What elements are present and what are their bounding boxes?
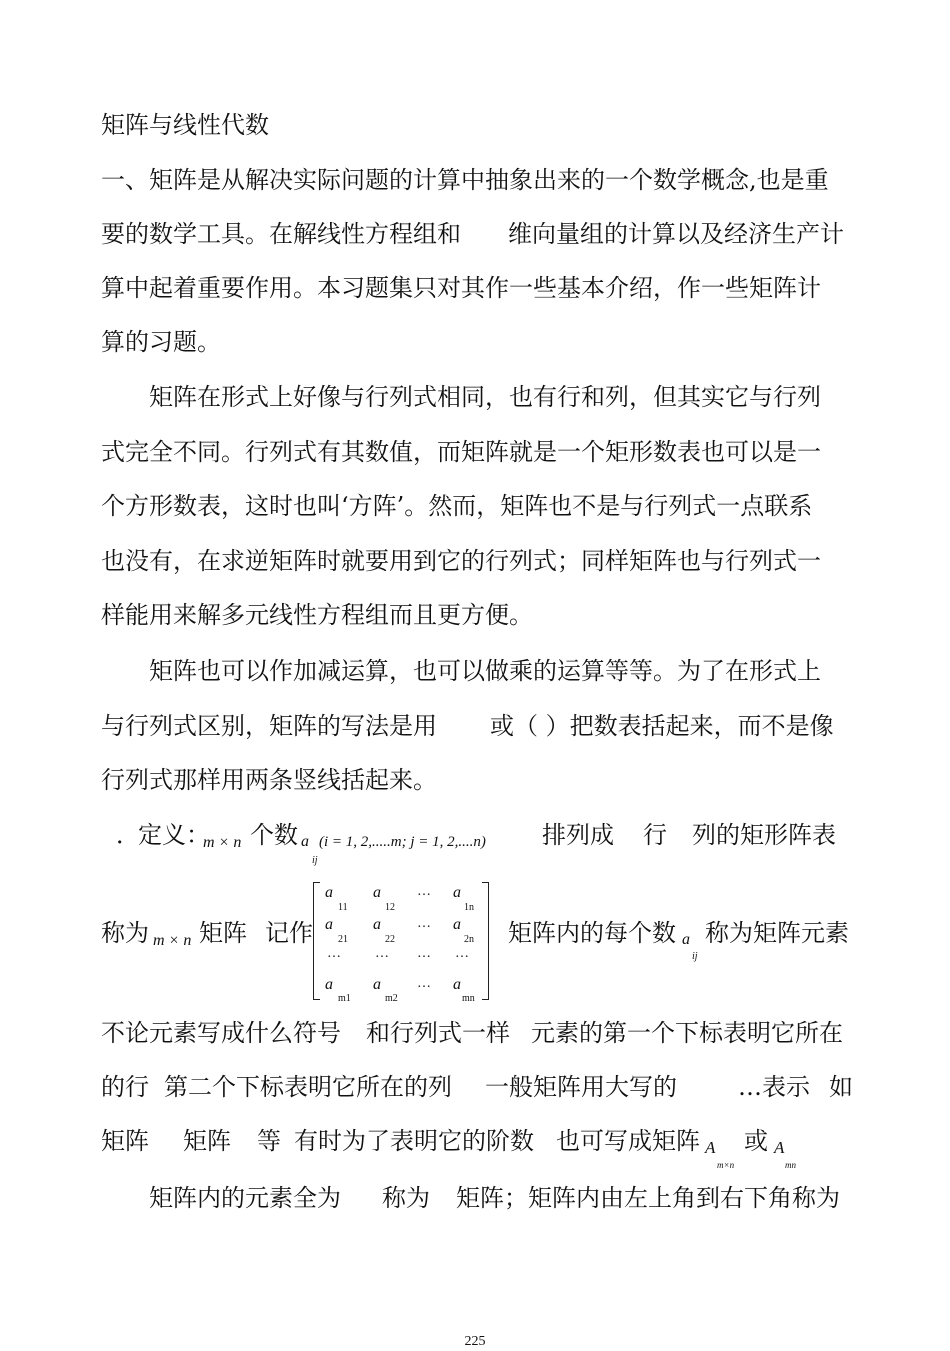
matrix-line-called-elem: 称为矩阵元素 bbox=[705, 919, 849, 947]
last-line-c: 矩阵；矩阵内由左上角到右下角称为 bbox=[456, 1184, 840, 1212]
matrix-line-mxn: m × n bbox=[153, 932, 192, 949]
after-line3b: 矩阵 bbox=[183, 1127, 231, 1155]
matrix-line-a-sub: ij bbox=[692, 951, 698, 962]
after-line3-or: 或 bbox=[744, 1127, 768, 1155]
after-matrix-A1: A bbox=[705, 1138, 716, 1157]
after-line2d: …表示 bbox=[738, 1073, 810, 1101]
last-line-a: 矩阵内的元素全为 bbox=[149, 1184, 341, 1212]
para2-line3: 个方形数表，这时也叫‘方阵’。然而，矩阵也不是与行列式一点联系 bbox=[101, 492, 813, 520]
after-matrix-A2: A bbox=[774, 1138, 785, 1157]
matrix-subscript: 1n bbox=[464, 902, 474, 913]
after-line2c: 一般矩阵用大写的 bbox=[485, 1073, 677, 1101]
definition-count: 个数 bbox=[250, 821, 298, 849]
matrix-line-each: 矩阵内的每个数 bbox=[508, 919, 676, 947]
matrix-cell: a bbox=[325, 916, 333, 933]
para2-line2: 式完全不同。行列式有其数值，而矩阵就是一个矩形数表也可以是一 bbox=[101, 438, 821, 466]
matrix-subscript: 22 bbox=[385, 934, 395, 945]
para3-line3: 行列式那样用两条竖线括起来。 bbox=[101, 766, 437, 794]
after-line1c: 元素的第一个下标表明它所在 bbox=[531, 1019, 843, 1047]
definition-label: 定义： bbox=[138, 821, 210, 849]
para1-line2a: 要的数学工具。在解线性方程组和 bbox=[101, 220, 461, 248]
matrix-subscript: m2 bbox=[385, 993, 398, 1004]
page-title: 矩阵与线性代数 bbox=[101, 111, 269, 139]
matrix-cell: … bbox=[455, 946, 469, 961]
after-line3c: 等 bbox=[257, 1127, 281, 1155]
matrix-cell: a bbox=[373, 916, 381, 933]
matrix-cell: … bbox=[375, 946, 389, 961]
after-line3d: 有时为了表明它的阶数 bbox=[294, 1127, 534, 1155]
matrix-line-called: 称为 bbox=[101, 919, 149, 947]
matrix-subscript: mn bbox=[462, 993, 475, 1004]
matrix-display bbox=[313, 882, 489, 1004]
matrix-subscript: 21 bbox=[338, 934, 348, 945]
matrix-cell: a bbox=[453, 976, 461, 993]
definition-col: 列的矩形阵表 bbox=[692, 821, 836, 849]
after-matrix-A2-sub: mn bbox=[785, 1160, 796, 1170]
matrix-cell: a bbox=[373, 884, 381, 901]
para3-line2b: 或（ ）把数表括起来，而不是像 bbox=[490, 712, 834, 740]
definition-bullet: ． bbox=[116, 821, 140, 849]
para3-line1: 矩阵也可以作加减运算，也可以做乘的运算等等。为了在形式上 bbox=[149, 657, 821, 685]
after-line2a: 的行 bbox=[101, 1073, 149, 1101]
last-line-b: 称为 bbox=[382, 1184, 430, 1212]
definition-row: 行 bbox=[643, 821, 667, 849]
after-line3a: 矩阵 bbox=[101, 1127, 149, 1155]
definition-a: a bbox=[301, 833, 309, 850]
definition-mxn: m × n bbox=[203, 834, 242, 851]
para1-line3: 算中起着重要作用。本习题集只对其作一些基本介绍，作一些矩阵计 bbox=[101, 274, 821, 302]
after-line2b: 第二个下标表明它所在的列 bbox=[164, 1073, 452, 1101]
matrix-cell: … bbox=[417, 916, 431, 931]
matrix-line-denote: 记作 bbox=[265, 919, 313, 947]
matrix-cell: a bbox=[453, 916, 461, 933]
definition-a-sub: ij bbox=[312, 855, 318, 866]
matrix-line-word: 矩阵 bbox=[199, 919, 247, 947]
matrix-cell: … bbox=[417, 976, 431, 991]
para2-line4: 也没有，在求逆矩阵时就要用到它的行列式；同样矩阵也与行列式一 bbox=[101, 547, 821, 575]
matrix-subscript: 11 bbox=[338, 902, 348, 913]
after-matrix-A1-sub: m×n bbox=[717, 1160, 735, 1170]
para2-line5: 样能用来解多元线性方程组而且更方便。 bbox=[101, 601, 533, 629]
right-bracket bbox=[482, 882, 489, 1000]
para1-line1: 一、矩阵是从解决实际问题的计算中抽象出来的一个数学概念,也是重 bbox=[101, 166, 829, 194]
para3-line2a: 与行列式区别，矩阵的写法是用 bbox=[101, 712, 437, 740]
matrix-subscript: m1 bbox=[338, 993, 351, 1004]
left-bracket bbox=[313, 882, 320, 1000]
after-line1b: 和行列式一样 bbox=[366, 1019, 510, 1047]
para2-line1: 矩阵在形式上好像与行列式相同，也有行和列，但其实它与行列 bbox=[149, 383, 821, 411]
matrix-cell: a bbox=[373, 976, 381, 993]
matrix-cell: … bbox=[327, 946, 341, 961]
matrix-cell: a bbox=[325, 976, 333, 993]
para1-line2b: 维向量组的计算以及经济生产计 bbox=[508, 220, 844, 248]
after-line1a: 不论元素写成什么符号 bbox=[101, 1019, 341, 1047]
matrix-line-a: a bbox=[682, 931, 690, 948]
matrix-cell: a bbox=[453, 884, 461, 901]
matrix-cell: … bbox=[417, 884, 431, 899]
after-line3e: 也可写成矩阵 bbox=[556, 1127, 700, 1155]
after-line2e: 如 bbox=[829, 1073, 853, 1101]
matrix-subscript: 12 bbox=[385, 902, 395, 913]
matrix-cell: … bbox=[417, 946, 431, 961]
definition-range: (i = 1, 2,.....m; j = 1, 2,....n) bbox=[319, 834, 486, 850]
page-number: 225 bbox=[464, 1334, 486, 1349]
matrix-subscript: 2n bbox=[464, 934, 474, 945]
definition-arrange: 排列成 bbox=[542, 821, 614, 849]
matrix-cell: a bbox=[325, 884, 333, 901]
para1-line4: 算的习题。 bbox=[101, 328, 221, 356]
